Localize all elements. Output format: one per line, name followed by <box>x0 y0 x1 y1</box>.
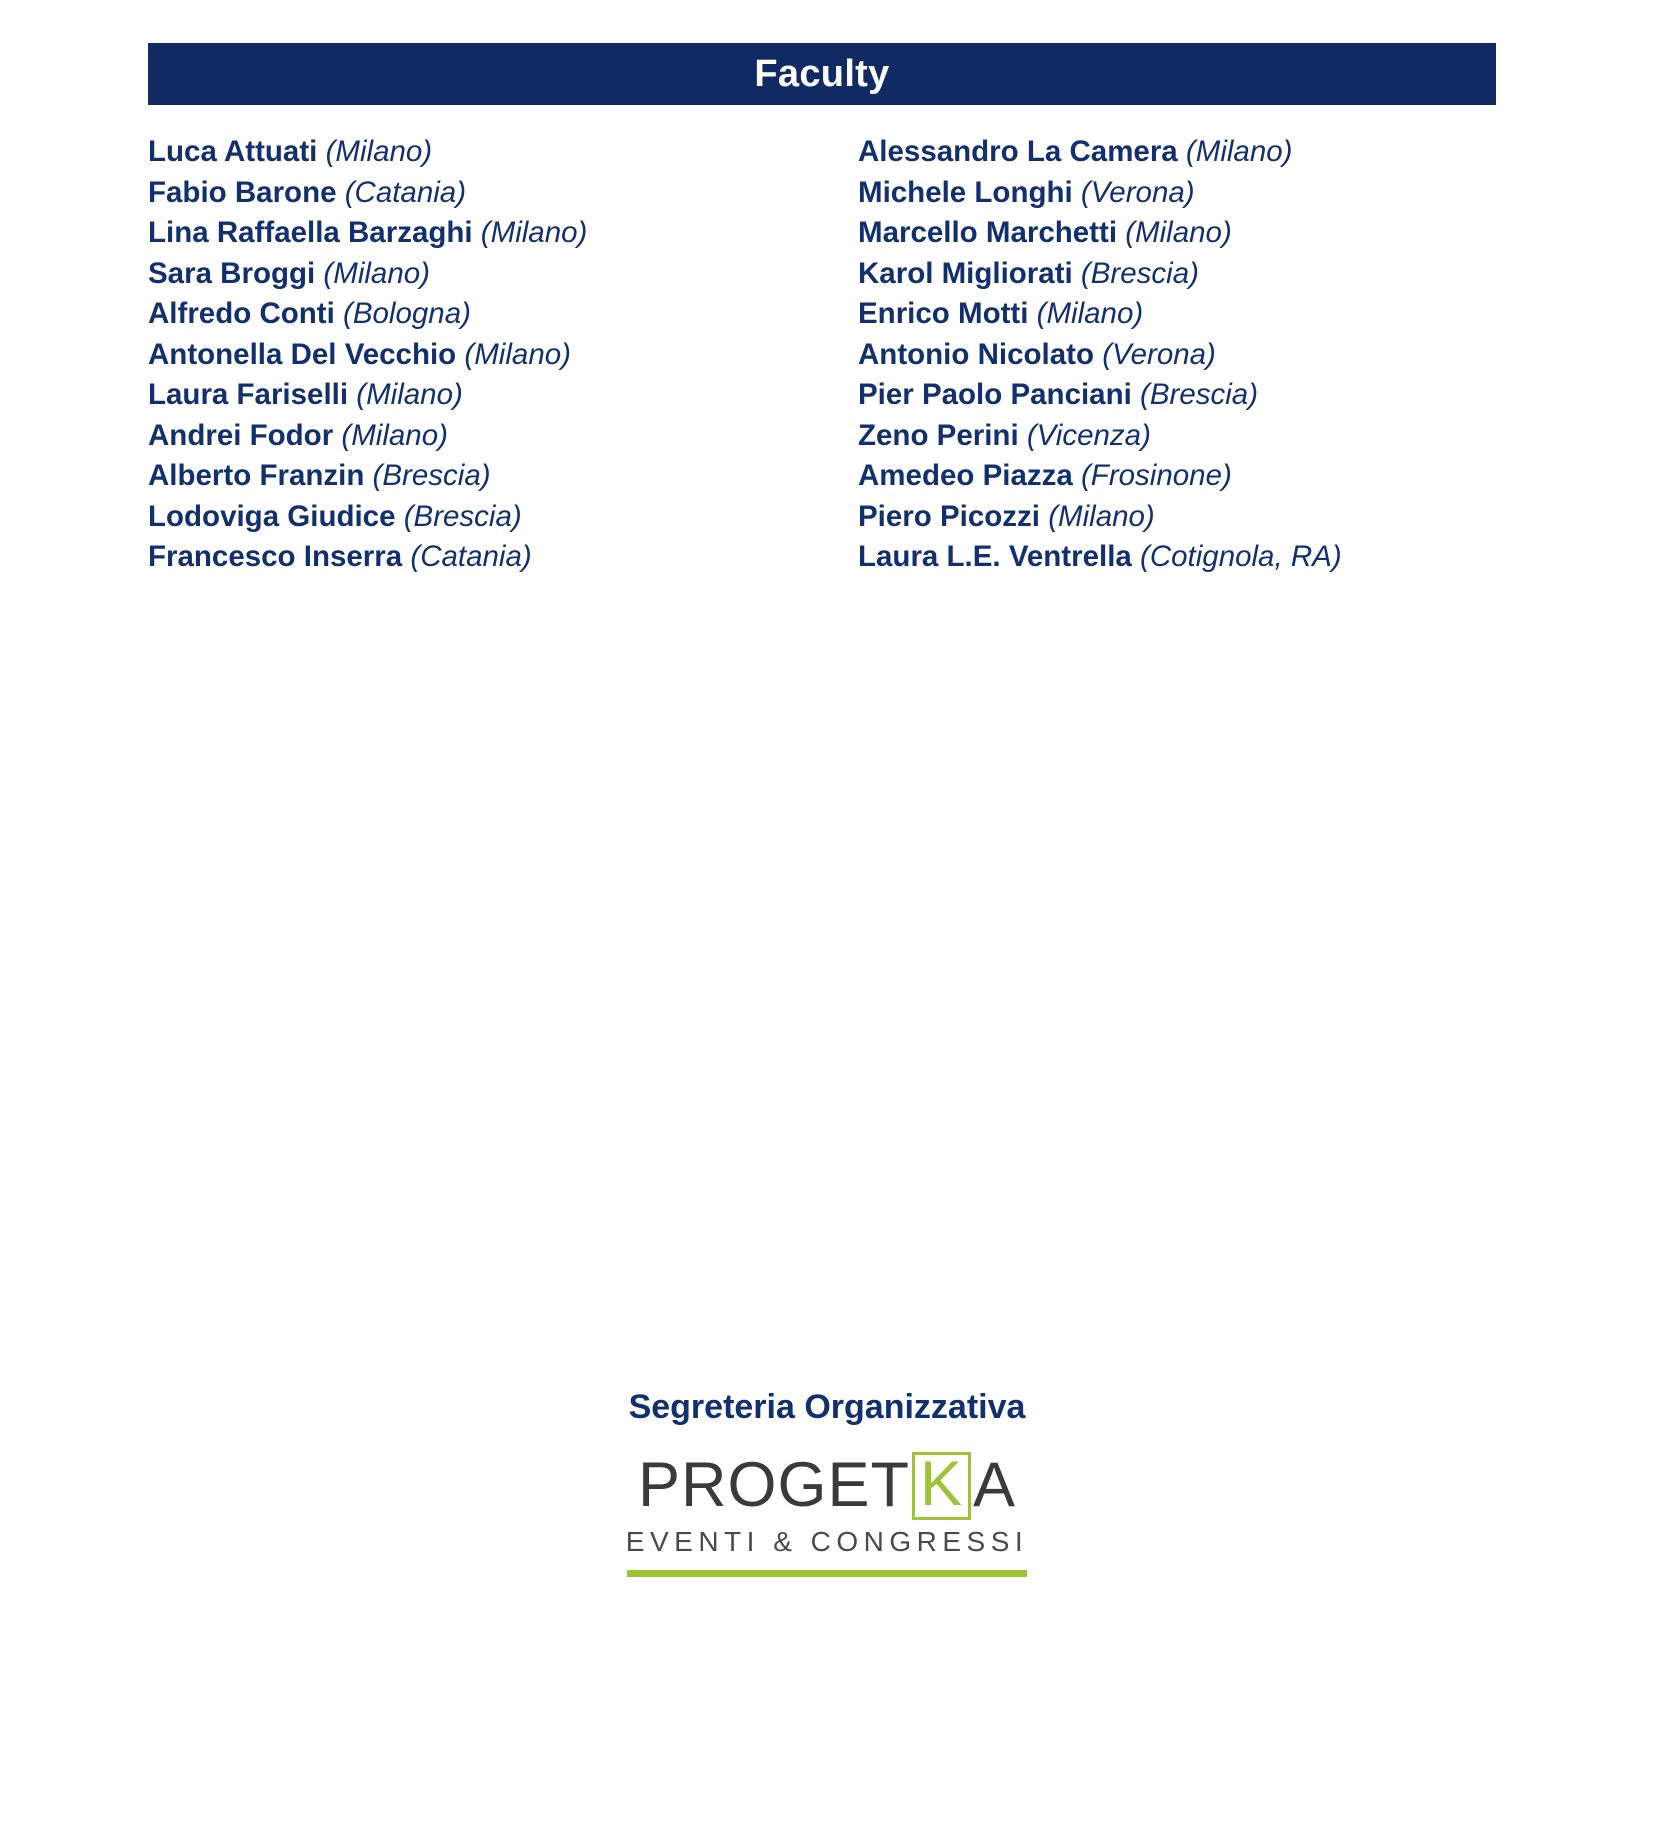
faculty-name: Amedeo Piazza <box>858 459 1073 492</box>
faculty-entry <box>148 213 858 254</box>
faculty-name: Pier Paolo Panciani <box>858 378 1132 411</box>
faculty-entry <box>148 173 858 214</box>
faculty-name: Laura L.E. Ventrella <box>858 540 1132 573</box>
faculty-city: (Cotignola, RA) <box>1140 540 1342 573</box>
faculty-city: (Brescia) <box>1140 378 1259 411</box>
faculty-name: Francesco Inserra <box>148 540 403 573</box>
faculty-entry <box>858 132 1508 173</box>
faculty-entry <box>148 335 858 376</box>
faculty-entry <box>858 294 1508 335</box>
faculty-name: Luca Attuati <box>148 135 318 168</box>
faculty-name: Karol Migliorati <box>858 256 1073 290</box>
faculty-name: Piero Picozzi <box>858 499 1040 533</box>
faculty-name: Alessandro La Camera <box>858 135 1178 168</box>
progetka-logo <box>0 1449 1654 1577</box>
faculty-banner <box>148 43 1496 105</box>
faculty-name: Sara Broggi <box>148 256 316 290</box>
faculty-city: (Milano) <box>356 378 463 411</box>
faculty-entry <box>148 537 858 578</box>
faculty-city: (Vicenza) <box>1026 418 1151 452</box>
logo-tagline: EVENTI & CONGRESSI <box>625 1525 1029 1557</box>
faculty-city: (Milano) <box>341 418 448 452</box>
faculty-column-left <box>148 132 858 578</box>
faculty-column-right <box>858 132 1508 578</box>
faculty-entry <box>148 497 858 538</box>
faculty-city: (Milano) <box>464 337 571 371</box>
faculty-city: (Verona) <box>1080 175 1195 209</box>
faculty-entry <box>148 294 858 335</box>
secretariat-heading: Segreteria Organizzativa <box>628 1388 1026 1426</box>
faculty-entry <box>858 497 1508 538</box>
page-title: Faculty <box>754 53 890 95</box>
logo-underline <box>627 1570 1027 1577</box>
faculty-city: (Verona) <box>1102 337 1216 371</box>
faculty-city: (Catania) <box>410 540 532 573</box>
faculty-name: Michele Longhi <box>858 175 1073 209</box>
faculty-city: (Milano) <box>1048 499 1155 533</box>
faculty-name: Zeno Perini <box>858 418 1019 452</box>
faculty-city: (Bologna) <box>343 297 471 330</box>
faculty-city: (Milano) <box>325 135 433 168</box>
faculty-entry <box>858 456 1508 497</box>
faculty-city: (Milano) <box>1125 216 1232 249</box>
faculty-name: Andrei Fodor <box>148 418 334 452</box>
faculty-name: Lina Raffaella Barzaghi <box>148 216 473 249</box>
faculty-city: (Catania) <box>344 175 467 209</box>
faculty-entry <box>858 173 1508 214</box>
faculty-entry <box>858 537 1508 578</box>
faculty-entry <box>148 132 858 173</box>
faculty-name: Laura Fariselli <box>148 378 349 411</box>
faculty-name: Enrico Motti <box>858 297 1029 330</box>
faculty-entry <box>858 335 1508 376</box>
faculty-city: (Frosinone) <box>1080 459 1232 492</box>
faculty-name: Alfredo Conti <box>148 297 335 330</box>
faculty-city: (Brescia) <box>372 459 491 492</box>
faculty-entry <box>858 213 1508 254</box>
logo-wordmark <box>637 1449 1017 1521</box>
faculty-entry <box>148 416 858 457</box>
logo-part-2: A <box>973 1450 1017 1521</box>
faculty-name: Antonella Del Vecchio <box>148 337 457 371</box>
faculty-city: (Milano) <box>1185 135 1293 168</box>
faculty-city: (Milano) <box>1036 297 1144 330</box>
logo-part-1: PROGET <box>637 1450 910 1521</box>
faculty-entry <box>148 456 858 497</box>
faculty-entry <box>858 254 1508 295</box>
faculty-name: Antonio Nicolato <box>858 337 1094 371</box>
faculty-city: (Brescia) <box>1080 256 1199 290</box>
faculty-city: (Milano) <box>323 256 430 290</box>
faculty-city: (Brescia) <box>403 499 522 533</box>
faculty-entry <box>148 254 858 295</box>
faculty-name: Lodoviga Giudice <box>148 499 396 533</box>
faculty-entry <box>858 375 1508 416</box>
faculty-entry <box>858 416 1508 457</box>
faculty-name: Fabio Barone <box>148 175 337 209</box>
faculty-entry <box>148 375 858 416</box>
logo-k-highlight: K <box>912 1452 971 1520</box>
faculty-name: Marcello Marchetti <box>858 216 1118 249</box>
faculty-columns <box>148 132 1508 578</box>
faculty-name: Alberto Franzin <box>148 459 365 492</box>
faculty-city: (Milano) <box>480 216 588 249</box>
